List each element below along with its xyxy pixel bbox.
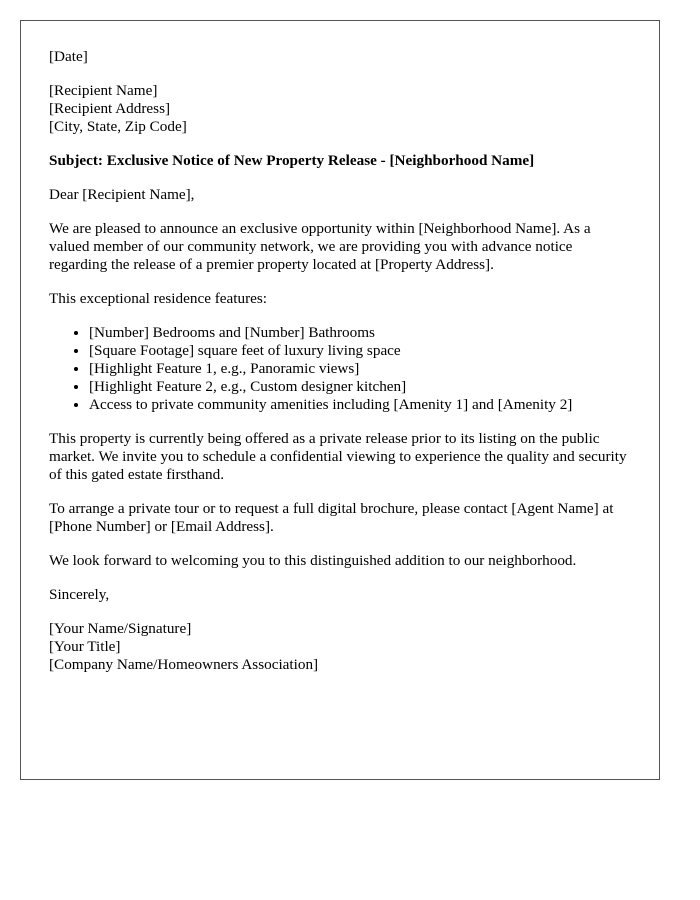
recipient-address-block: [49, 82, 631, 136]
salutation: Dear [Recipient Name],: [49, 186, 195, 203]
contact-paragraph: To arrange a private tour or to request a full digital brochure, please contact [Agent Name] at [Phone Number] or [Email Address].: [49, 500, 614, 535]
signature-organization: [Company Name/Homeowners Association]: [49, 656, 319, 673]
signature-name: [Your Name/Signature]: [49, 620, 192, 637]
signature-block: [49, 620, 631, 674]
signature-title: [Your Title]: [49, 638, 121, 655]
closing-paragraph: We look forward to welcoming you to this distinguished addition to our neighborhood.: [49, 552, 577, 569]
recipient-address: [Recipient Address]: [49, 100, 171, 117]
intro-paragraph: We are pleased to announce an exclusive opportunity within [Neighborhood Name]. As a valued member of our community network, we are providing you with advance notice regarding the release of a premier property located at [Property Address].: [49, 220, 591, 273]
feature-item: • Access to private community amenities including [Amenity 1] and [Amenity 2]: [89, 396, 631, 414]
feature-item: • [Square Footage] square feet of luxury living space: [89, 342, 631, 360]
date-block: [49, 48, 631, 66]
recipient-name: [Recipient Name]: [49, 82, 158, 99]
letter-page: [20, 20, 660, 780]
sign-off: Sincerely,: [49, 586, 110, 603]
feature-item: • [Highlight Feature 1, e.g., Panoramic views]: [89, 360, 631, 378]
recipient-city-state-zip: [City, State, Zip Code]: [49, 118, 187, 135]
feature-item: • [Number] Bedrooms and [Number] Bathrooms: [89, 324, 631, 342]
letter-date: [Date]: [49, 48, 88, 65]
features-list: [49, 324, 631, 414]
features-intro: This exceptional residence features:: [49, 290, 268, 307]
private-release-paragraph: This property is currently being offered as a private release prior to its listing on the public market. We invite you to schedule a confidential viewing to experience the quality and security of this gated estate firsthand.: [49, 430, 627, 483]
subject-line: Subject: Exclusive Notice of New Property Release - [Neighborhood Name]: [49, 152, 535, 169]
feature-item: • [Highlight Feature 2, e.g., Custom designer kitchen]: [89, 378, 631, 396]
